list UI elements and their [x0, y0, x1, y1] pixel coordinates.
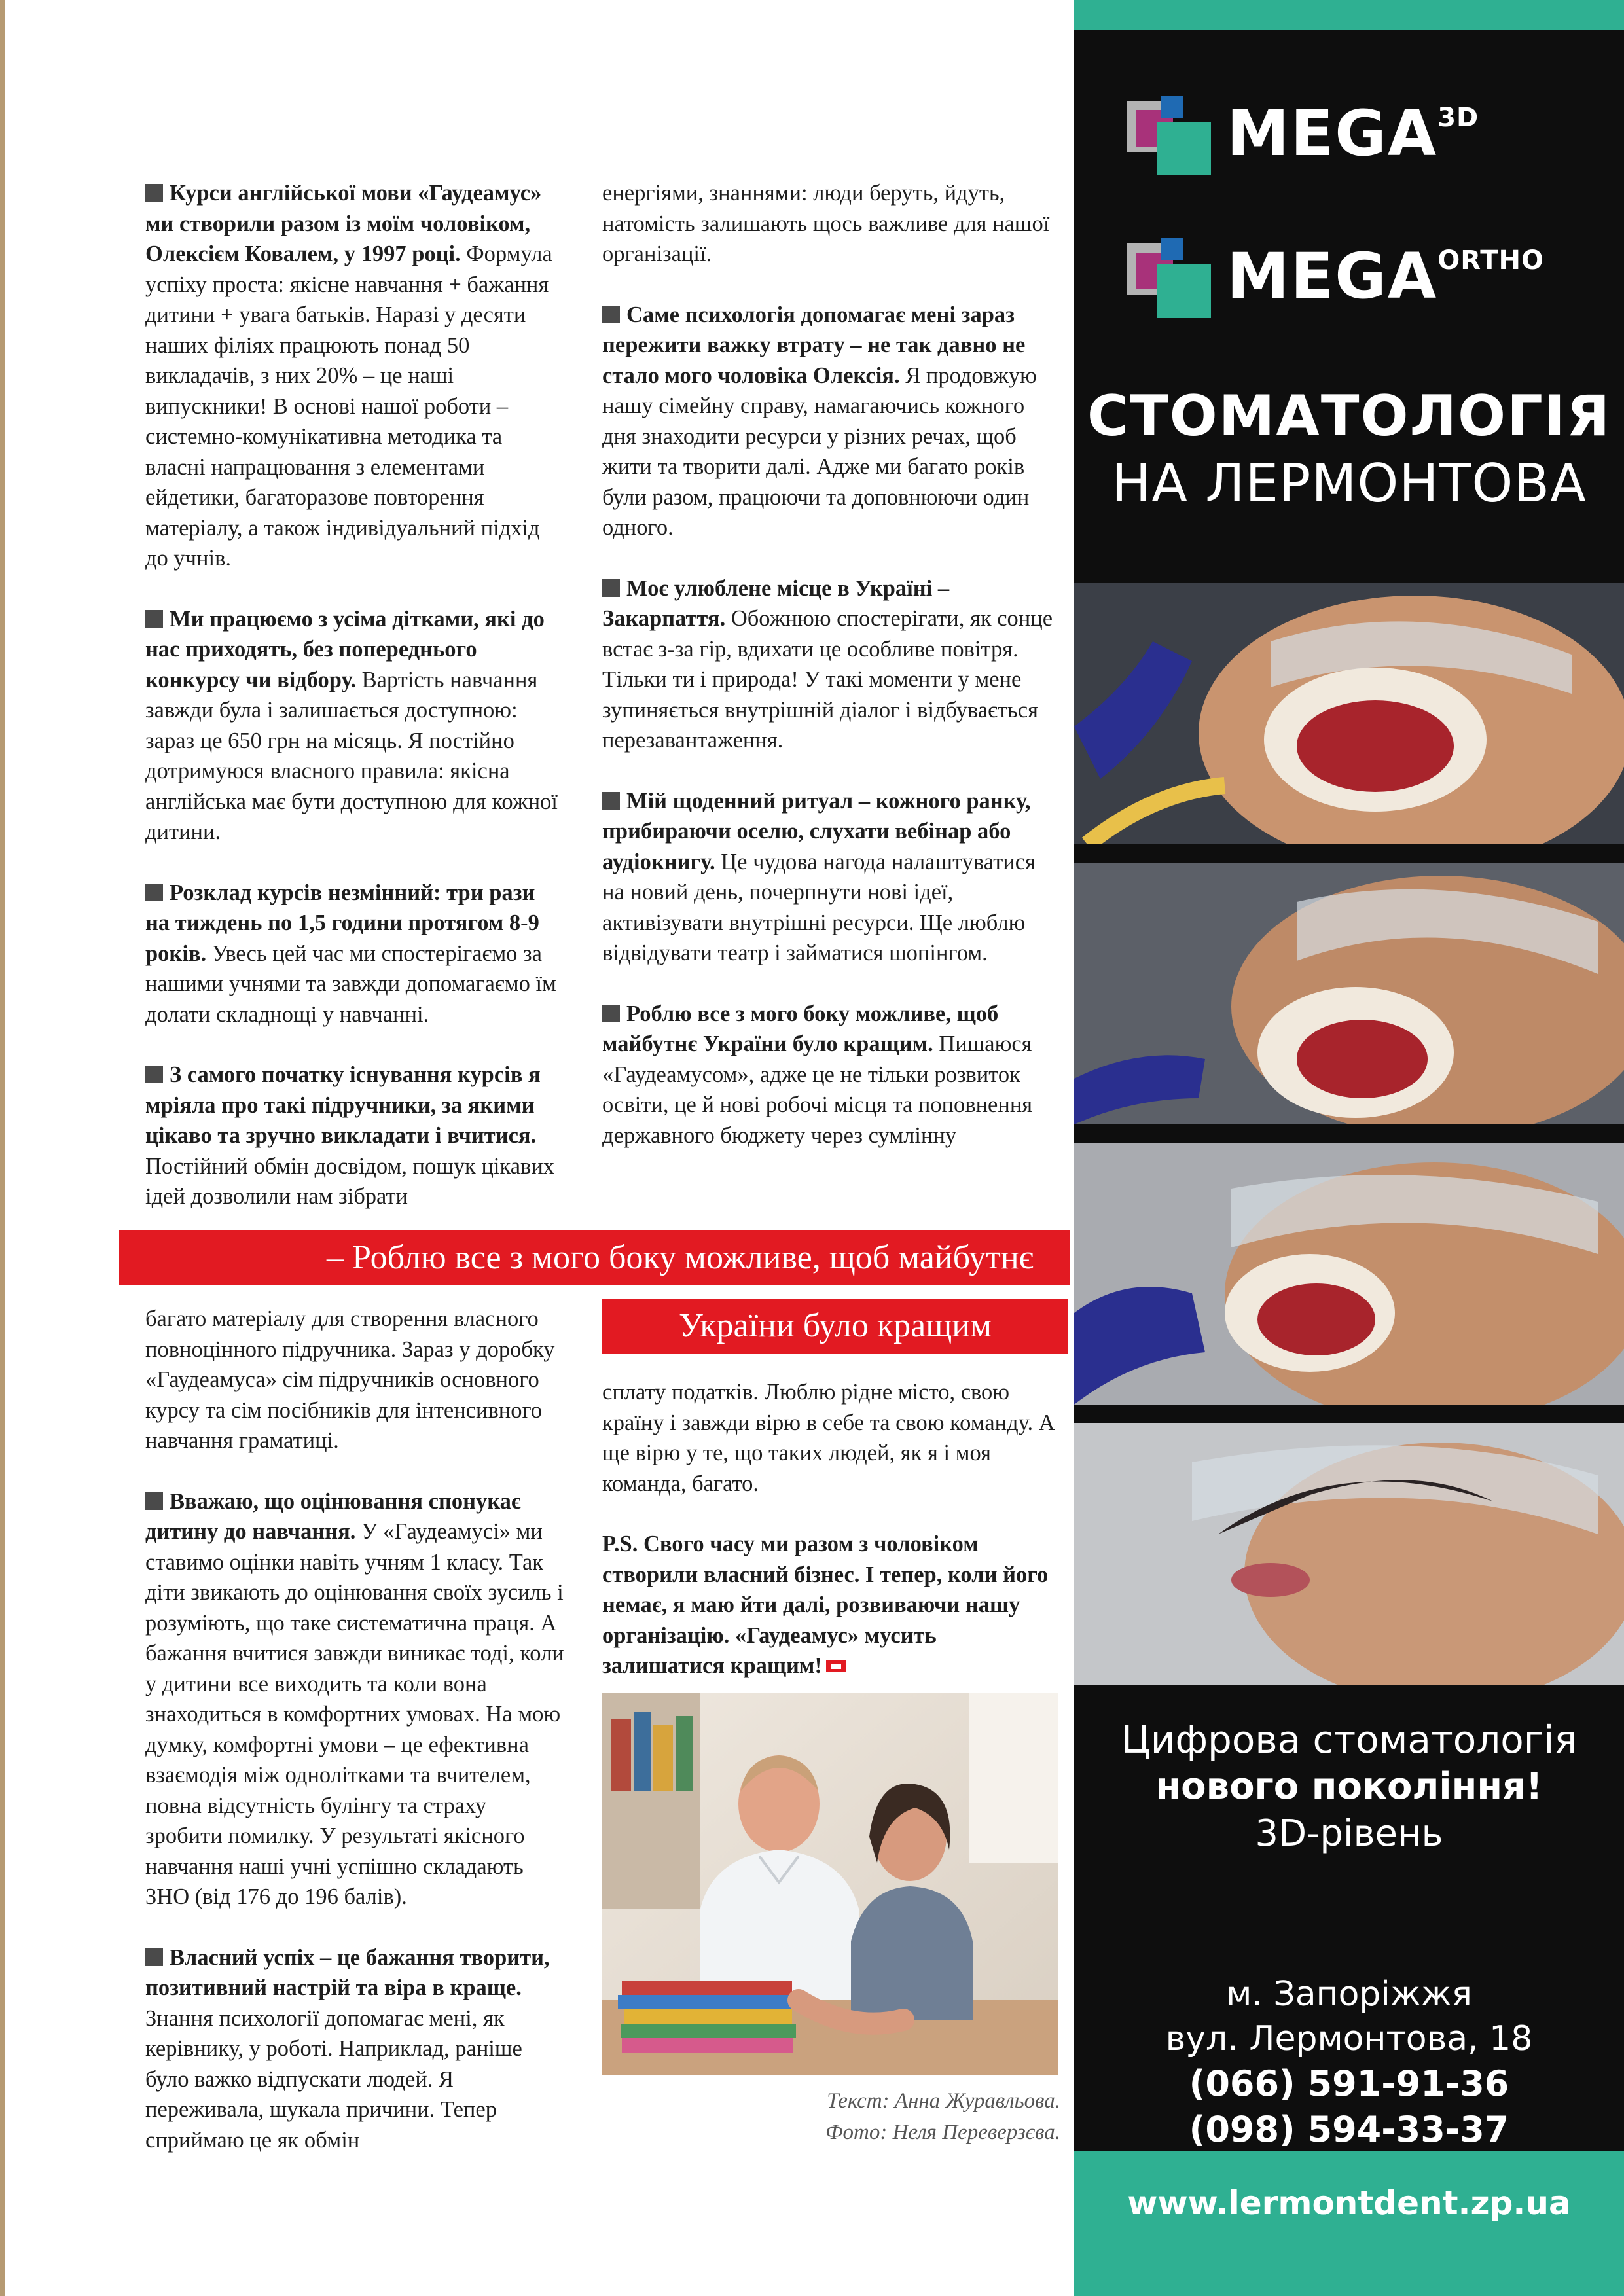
article-column-1-bottom	[145, 1304, 564, 2185]
mega-logo-icon	[1123, 230, 1215, 322]
paragraph-lead: Саме психологія допомагає мені зараз пережити важку втрату – не так давно не стало мого чоловіка Олексія.	[602, 302, 1026, 388]
paragraph	[602, 1377, 1060, 1499]
paragraph	[602, 178, 1060, 270]
square-bullet-icon	[145, 1948, 163, 1966]
square-bullet-icon	[145, 1066, 163, 1083]
square-bullet-icon	[145, 1492, 163, 1510]
paragraph	[145, 1060, 564, 1212]
square-bullet-icon	[145, 184, 163, 202]
paragraph	[602, 999, 1060, 1151]
dental-photo-4	[1074, 1423, 1624, 1685]
paragraph-text: Обожнюю спостерігати, як сонце встає з-за гір, вдихати це особливе повітря. Тільки ти і природа! У такі моменти у мене зупиняється внутрішній діалог і відбувається перезавантаження.	[602, 606, 1053, 753]
ad-headline-1: СТОМАТОЛОГІЯ	[1087, 384, 1612, 449]
square-bullet-icon	[602, 1005, 620, 1022]
paragraph-text: енергіями, знаннями: люди беруть, йдуть, натомість залишають щось важливе для нашої організації.	[602, 181, 1050, 266]
postscript	[602, 1529, 1060, 1681]
logo-wordmark: $MEGA^{ORTHO}$	[1227, 240, 1544, 313]
ad-slogan-line-1: Цифрова стоматологія	[1121, 1717, 1578, 1762]
ad-slogan-line-3: 3D-рівень	[1255, 1812, 1443, 1855]
ad-slogan-line-2: нового покоління!	[1155, 1765, 1543, 1808]
paragraph-lead: Роблю все з мого боку можливе, щоб майбутнє України було кращим.	[602, 1001, 999, 1056]
ad-phone-2[interactable]: (098) 594-33-37	[1189, 2109, 1509, 2150]
square-bullet-icon	[602, 792, 620, 810]
paragraph-text: Пишаюся «Гаудеамусом», адже це не тільки розвиток освіти, це й нові робочі місця та поповнення державного бюджету через сумлінну	[602, 1031, 1033, 1148]
paragraph-text: сплату податків. Люблю рідне місто, свою країну і завжди вірю в себе та свою команду. А ще вірю у те, що таких людей, як я і моя команда, багато.	[602, 1380, 1055, 1496]
logo-wordmark: $MEGA^{3D}$	[1227, 97, 1479, 170]
square-bullet-icon	[602, 306, 620, 323]
ad-website-link[interactable]: www.lermontdent.zp.ua	[1127, 2184, 1571, 2222]
article-column-2-bottom	[602, 1377, 1060, 1712]
pull-quote-line-1: – Роблю все з мого боку можливе, щоб майбутнє	[119, 1230, 1070, 1285]
paragraph-text: Знання психології допомагає мені, як керівнику, у роботі. Наприклад, раніше було важко відпускати людей. Я переживала, шукала причини. Тепер сприймаю це як обмін	[145, 2005, 522, 2153]
paragraph-lead: Розклад курсів незмінний: три рази на тиждень по 1,5 години протягом 8-9 років.	[145, 880, 539, 966]
article-column-1-top	[145, 178, 564, 1242]
paragraph	[602, 786, 1060, 969]
end-mark-icon	[826, 1660, 846, 1672]
paragraph-lead: Моє улюблене місце в Україні – Закарпаття.	[602, 575, 950, 631]
paragraph	[145, 604, 564, 848]
paragraph-text: Це чудова нагода налаштуватися на новий день, почерпнути нові ідеї, активізувати внутрішні ресурси. Ще люблю відвідувати театр і займатися шопінгом.	[602, 849, 1036, 965]
mega-ortho-logo	[1123, 230, 1544, 322]
mega-3d-logo	[1123, 88, 1479, 179]
ad-headline-2: НА ЛЕРМОНТОВА	[1111, 453, 1587, 514]
page-spine	[0, 0, 5, 2296]
paragraph-lead: Ми працюємо з усіма дітками, які до нас приходять, без попереднього конкурсу чи відбору.	[145, 606, 545, 692]
paragraph-text: Увесь цей час ми спостерігаємо за нашими учнями та завжди допомагаємо їм долати складнощі у навчанні.	[145, 941, 556, 1027]
article-column-2-top	[602, 178, 1060, 1181]
ad-phone-1[interactable]: (066) 591-91-36	[1189, 2063, 1509, 2104]
paragraph-text: Я продовжую нашу сімейну справу, намагаючись кожного дня знаходити ресурси у різних речах, щоб жити та творити далі. Адже ми багато років були разом, працюючи та доповнюючи один одного.	[602, 363, 1037, 540]
paragraph-text: Вартість навчання завжди була і залишається доступною: зараз це 650 грн на місяць. Я постійно дотримуюся власного правила: якісна англійська має бути доступною для кожної дитини.	[145, 667, 558, 844]
dental-photo-2	[1074, 863, 1624, 1124]
paragraph-lead: З самого початку існування курсів я мріяла про такі підручники, за якими цікаво та зручно викладати і вчитися.	[145, 1062, 541, 1148]
paragraph-text: Постійний обмін досвідом, пошук цікавих ідей дозволили нам зібрати	[145, 1153, 555, 1209]
paragraph	[145, 178, 564, 574]
paragraph-text: У «Гаудеамусі» ми ставимо оцінки навіть учням 1 класу. Так діти звикають до оцінювання своїх зусиль і розуміють, що таке систематична праця. А бажання вчитися завжди виникає тоді, коли у дитини все виходить та коли вона знаходиться в комфортних умовах. На мою думку, комфортні умови – це ефективна взаємодія між однолітками та вчителем, повна відсутність булінгу та страху зробити помилку. У результаті якісного навчання наші учні успішно складають ЗНО (від 176 до 196 балів).	[145, 1519, 564, 1909]
couple-photo-illustration	[602, 1693, 1058, 2075]
paragraph-lead: Мій щоденний ритуал – кожного ранку, прибираючи оселю, слухати вебінар або аудіокнигу.	[602, 788, 1031, 874]
paragraph-lead: Вважаю, що оцінювання спонукає дитину до навчання.	[145, 1488, 521, 1544]
photo-credits	[602, 2085, 1060, 2148]
square-bullet-icon	[145, 884, 163, 901]
paragraph-text: багато матеріалу для створення власного повноцінного підручника. Зараз у доробку «Гаудеамуса» сім підручників основного курсу та сім посібників для інтенсивного навчання граматиці.	[145, 1306, 555, 1453]
postscript-text: P.S. Свого часу ми разом з чоловіком створили власний бізнес. І тепер, коли його немає, я маю йти далі, розвиваючи нашу організацію. «Гаудеамус» мусить залишатися кращим!	[602, 1532, 1049, 1678]
credit-photo: Фото: Неля Переверзєва.	[825, 2121, 1060, 2144]
ad-city: м. Запоріжжя	[1226, 1975, 1472, 2014]
square-bullet-icon	[145, 610, 163, 628]
dental-photo-3	[1074, 1143, 1624, 1405]
mega-logo-icon	[1123, 88, 1215, 179]
square-bullet-icon	[602, 579, 620, 597]
ad-street: вул. Лермонтова, 18	[1165, 2019, 1533, 2058]
credit-text: Текст: Анна Журавльова.	[827, 2089, 1060, 2113]
paragraph	[145, 1486, 564, 1912]
paragraph	[145, 1304, 564, 1456]
paragraph	[602, 300, 1060, 543]
dental-photo-1	[1074, 583, 1624, 844]
article-photo	[602, 1693, 1058, 2075]
paragraph	[145, 878, 564, 1030]
paragraph-text: Формула успіху проста: якісне навчання + бажання дитини + увага батьків. Наразі у десяти наших філіях працюють понад 50 викладачів, з них 20% – це наші випускники! В основі нашої роботи – системно-комунікативна методика та власні напрацювання з елементами ейдетики, багаторазове повторення матеріалу, а також індивідуальний підхід до учнів.	[145, 242, 552, 571]
paragraph	[145, 1943, 564, 2156]
pull-quote-line-2: України було кращим	[602, 1299, 1068, 1354]
paragraph-lead: Курси англійської мови «Гаудеамус» ми створили разом із моїм чоловіком, Олексієм Ковалем, у 1997 році.	[145, 181, 542, 266]
paragraph-lead: Власний успіх – це бажання творити, позитивний настрій та віра в краще.	[145, 1945, 550, 2000]
paragraph	[602, 573, 1060, 756]
